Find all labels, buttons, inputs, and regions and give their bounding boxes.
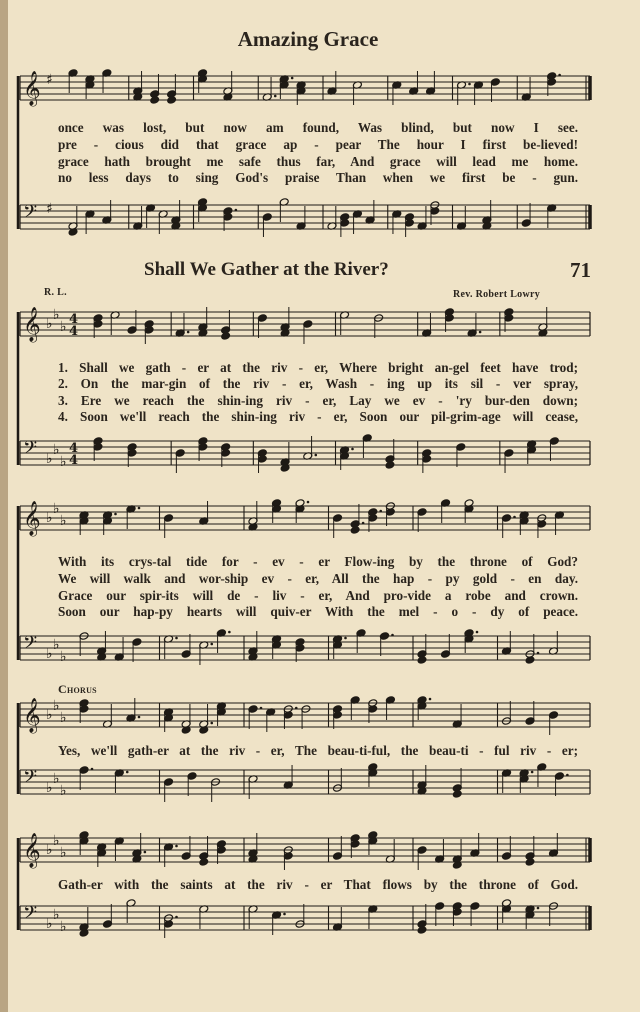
ag-bass-key-sharp: ♯ — [46, 201, 53, 217]
sg3-treble-clef: 𝄞 — [23, 698, 41, 733]
sg3-bass-dot — [566, 774, 569, 777]
sg4-treble-note — [199, 858, 209, 867]
sg2-bass-key-flat: ♭ — [46, 646, 53, 662]
ag-treble-dot — [558, 74, 561, 77]
lyric-line: Soon our hap-py hearts will quiv-er With the mel - o - dy of peace. — [58, 604, 578, 619]
sg4-treble-clef: 𝄞 — [23, 833, 41, 868]
hymn-title-amazing-grace: Amazing Grace — [237, 27, 379, 51]
sg1-treble-time-sig: 4 — [69, 312, 79, 327]
sg2-bass-note — [417, 656, 427, 665]
sg1-bass-note — [385, 461, 395, 470]
lyric-line: grace hath brought me safe thus far, And grace will lead me home. — [58, 154, 578, 169]
sg3-treble-dot — [260, 707, 263, 710]
ag-treble-clef: 𝄞 — [23, 71, 41, 106]
sg2-bass-dot — [344, 637, 347, 640]
sg2-treble-clef: 𝄞 — [23, 501, 41, 536]
sg3-bass-key-flat: ♭ — [53, 771, 60, 787]
sg4-bass-note — [417, 926, 427, 935]
sg1-treble-key-flat: ♭ — [60, 319, 67, 335]
sg2-bass-key-flat: ♭ — [53, 637, 60, 653]
ag-bass-dot — [235, 209, 238, 212]
sg1-treble-key-flat: ♭ — [53, 307, 60, 323]
credit-initials: R. L. — [44, 287, 67, 298]
sg4-bass-key-flat: ♭ — [53, 907, 60, 923]
sg1-bass-key-flat: ♭ — [46, 451, 53, 467]
sg4-bass-dot — [175, 916, 178, 919]
chorus-lyric-line: Gath-er with the saints at the riv - er That flows by the throne of God. — [58, 877, 578, 892]
sg2-bass-note — [525, 656, 535, 665]
sg1-bass-clef: 𝄢 — [23, 438, 38, 463]
ag-bass-clef: 𝄢 — [23, 202, 38, 227]
sg1-treble-time-sig: 4 — [69, 324, 79, 339]
sg4-bass-dot — [537, 907, 540, 910]
sg4-treble-key-flat: ♭ — [53, 833, 60, 849]
sg2-treble-dot — [379, 510, 382, 513]
lyric-line: 3. Ere we reach the shin-ing riv - er, Lay we ev - 'ry bur-den down; — [58, 393, 578, 408]
sg2-bass-dot — [228, 631, 231, 634]
ag-treble-note — [167, 96, 177, 105]
sg2-bass-dot — [391, 634, 394, 637]
sg2-treble-dot — [362, 522, 365, 525]
lyric-line: We will walk and wor-ship ev - er, All the hap - py gold - en day. — [58, 571, 578, 586]
ag-treble-dot — [291, 77, 294, 80]
sg1-bass-key-flat: ♭ — [60, 454, 67, 470]
sg2-bass-dot — [476, 631, 479, 634]
sg1-bass-time-sig: 4 — [69, 453, 79, 468]
lyric-line: 1. Shall we gath - er at the riv - er, Where bright an-gel feet have trod; — [58, 360, 578, 375]
sg4-treble-key-flat: ♭ — [60, 845, 67, 861]
hymn-title-shall-we-gather: Shall We Gather at the River? — [144, 259, 389, 280]
sg4-bass-dot — [283, 913, 286, 916]
sg2-bass-key-flat: ♭ — [60, 649, 67, 665]
lyric-line: 2. On the mar-gin of the riv - er, Wash - ing up its sil - ver spray, — [58, 376, 578, 391]
sg2-treble-key-flat: ♭ — [46, 510, 53, 526]
lyric-line: no less days to sing God's praise Than when we first be - gun. — [58, 170, 578, 185]
sg1-bass-time-sig: 4 — [69, 441, 79, 456]
sg1-treble-dot — [479, 331, 482, 334]
lyric-line: With its crys-tal tide for - ev - er Flow-ing by the throne of God? — [58, 554, 578, 569]
sg4-bass-clef: 𝄢 — [23, 903, 38, 928]
sg2-treble-dot — [114, 513, 117, 516]
sg4-bass-key-flat: ♭ — [60, 919, 67, 935]
lyric-line: once was lost, but now am found, Was blind, but now I see. — [58, 120, 578, 135]
sg4-treble-dot — [175, 845, 178, 848]
sg3-treble-key-flat: ♭ — [46, 707, 53, 723]
sg1-treble-key-flat: ♭ — [46, 316, 53, 332]
sg1-treble-clef: 𝄞 — [23, 307, 41, 342]
sg4-treble-dot — [144, 851, 147, 854]
ag-treble-note — [150, 96, 160, 105]
sg2-treble-dot — [138, 507, 141, 510]
ag-treble-dot — [274, 95, 277, 98]
lyric-line: Grace our spir-its will de - liv - er, And pro-vide a robe and crown. — [58, 588, 578, 603]
sg4-treble-note — [525, 858, 535, 867]
sg3-bass-dot — [531, 771, 534, 774]
sg2-treble-dot — [513, 516, 516, 519]
sg3-bass-clef: 𝄢 — [23, 767, 38, 792]
sg2-bass-dot — [537, 652, 540, 655]
sg3-treble-key-flat: ♭ — [53, 698, 60, 714]
sg4-treble-key-flat: ♭ — [46, 842, 53, 858]
sg2-bass-dot — [175, 637, 178, 640]
sg3-bass-key-flat: ♭ — [46, 780, 53, 796]
sg3-treble-dot — [138, 716, 141, 719]
sg3-treble-dot — [210, 722, 213, 725]
composer-credit: Rev. Robert Lowry — [453, 289, 541, 300]
sg3-bass-dot — [126, 771, 129, 774]
sg4-bass-key-flat: ♭ — [46, 916, 53, 932]
sg2-treble-dot — [307, 501, 310, 504]
sg3-bass-note — [452, 790, 462, 799]
sg1-bass-dot — [314, 454, 317, 457]
sg3-bass-key-flat: ♭ — [60, 783, 67, 799]
sg1-bass-dot — [351, 448, 354, 451]
sg3-treble-dot — [295, 707, 298, 710]
sg1-treble-note — [221, 332, 231, 341]
sg3-bass-dot — [91, 768, 94, 771]
sg2-bass-clef: 𝄢 — [23, 633, 38, 658]
chorus-lyric-line: Yes, we'll gath-er at the riv - er, The beau-ti-ful, the beau-ti - ful riv - er; — [58, 743, 578, 758]
lyric-line: pre - cious did that grace ap - pear The hour I first be-lieved! — [58, 137, 578, 152]
sg2-treble-key-flat: ♭ — [60, 513, 67, 529]
lyric-line: 4. Soon we'll reach the shin-ing riv - er, Soon our pil-grim-age will cease, — [58, 409, 578, 424]
sg2-treble-key-flat: ♭ — [53, 501, 60, 517]
sg1-bass-key-flat: ♭ — [53, 442, 60, 458]
sg3-treble-key-flat: ♭ — [60, 710, 67, 726]
sg2-treble-note — [350, 526, 360, 535]
sg1-treble-dot — [187, 331, 190, 334]
ag-treble-key-sharp: ♯ — [46, 72, 53, 88]
hymn-number: 71 — [570, 258, 591, 282]
ag-treble-dot — [468, 83, 471, 86]
chorus-label: Chorus — [58, 682, 97, 696]
sg3-treble-dot — [429, 698, 432, 701]
sg2-bass-dot — [210, 643, 213, 646]
